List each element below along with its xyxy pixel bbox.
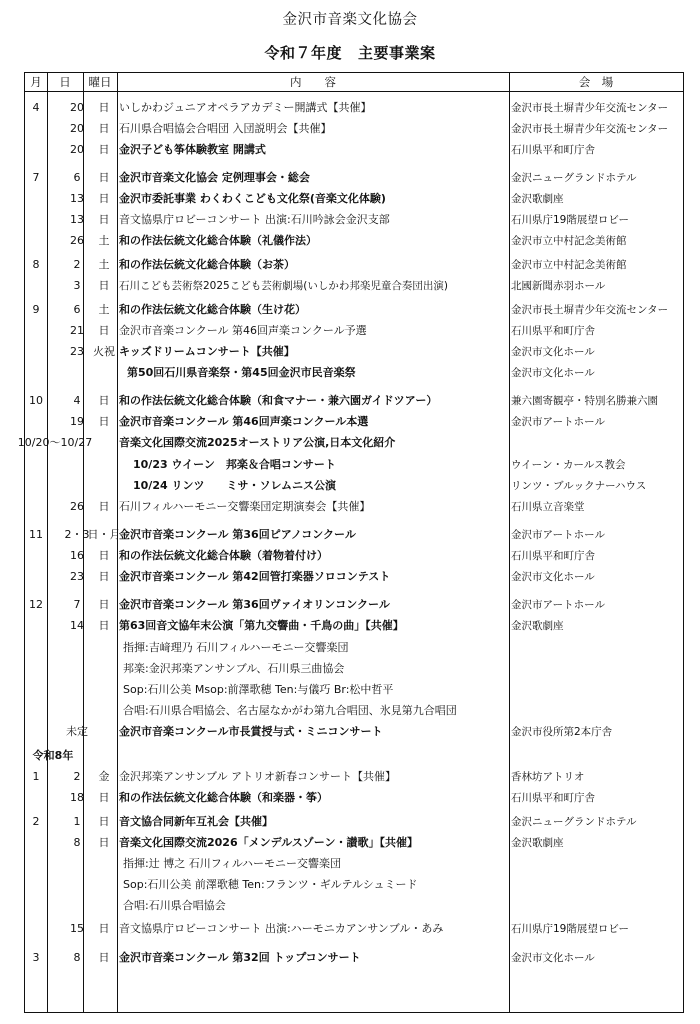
weekday-cell: 日 <box>98 570 110 583</box>
table-row <box>25 189 685 209</box>
content-cell: 石川フィルハーモニー交響楽団定期演奏会【共催】 <box>119 500 371 513</box>
table-row <box>25 919 685 939</box>
weekday-cell: 日 <box>98 619 110 632</box>
day-cell: 20 <box>70 122 84 135</box>
content-cell: 10/24 リンツ ミサ・ソレムニス公演 <box>133 479 337 492</box>
month-cell: 10 <box>29 394 43 407</box>
weekday-cell: 日 <box>98 415 110 428</box>
day-cell: 20 <box>70 143 84 156</box>
content-cell: 金沢市音楽文化協会 定例理事会・総会 <box>119 171 310 184</box>
weekday-cell: 日 <box>98 101 110 114</box>
venue-cell: 金沢歌劇座 <box>511 193 564 205</box>
day-cell: 10/20〜10/27 <box>17 436 93 449</box>
header-month: 月 <box>30 75 42 89</box>
content-cell: 金沢市音楽コンクール 第46回声楽コンクール予選 <box>119 324 367 337</box>
day-cell: 2 <box>73 258 81 271</box>
venue-cell: 金沢市立中村記念美術館 <box>511 259 627 271</box>
day-cell: 1 <box>73 815 81 828</box>
title-main: 主要事業案 <box>358 44 436 62</box>
content-cell: 金沢市音楽コンクール市長賞授与式・ミニコンサート <box>119 725 383 738</box>
day-cell: 8 <box>73 836 81 849</box>
content-cell: 和の作法伝統文化総合体験（生け花） <box>119 303 306 316</box>
table-row <box>25 276 685 296</box>
day-cell: 23 <box>70 345 84 358</box>
weekday-cell: 日 <box>98 122 110 135</box>
venue-cell: 石川県庁19階展望ロビー <box>511 923 629 935</box>
content-cell: 金沢市音楽コンクール 第32回 トップコンサート <box>119 951 361 964</box>
table-row <box>25 659 685 679</box>
day-cell: 21 <box>70 324 84 337</box>
venue-cell: 石川県平和町庁舎 <box>511 550 595 562</box>
table-row <box>25 497 685 517</box>
day-cell: 6 <box>73 171 81 184</box>
weekday-cell: 日 <box>98 171 110 184</box>
content-cell: 金沢市音楽コンクール 第42回管打楽器ソロコンテスト <box>119 570 391 583</box>
venue-cell: 北國新聞赤羽ホール <box>511 280 606 292</box>
month-cell: 7 <box>32 171 40 184</box>
content-cell: 邦楽:金沢邦楽アンサンブル、石川県三曲協会 <box>123 662 345 675</box>
table-row <box>25 412 685 432</box>
venue-cell: 石川県平和町庁舎 <box>511 144 595 156</box>
venue-cell: 金沢歌劇座 <box>511 620 564 632</box>
content-cell: 和の作法伝統文化総合体験（礼儀作法） <box>119 234 317 247</box>
venue-cell: リンツ・ブルックナーハウス <box>511 480 647 492</box>
table-row <box>25 321 685 341</box>
table-row <box>25 210 685 230</box>
venue-cell: 金沢市文化ホール <box>511 346 595 358</box>
content-cell: 和の作法伝統文化総合体験（お茶） <box>119 258 295 271</box>
weekday-cell: 土 <box>98 303 110 316</box>
table-row <box>25 119 685 139</box>
content-cell: Sop:石川公美 Msop:前澤歌穂 Ten:与儀巧 Br:松中哲平 <box>123 683 394 696</box>
weekday-cell: 日 <box>98 598 110 611</box>
table-row <box>25 875 685 895</box>
venue-cell: 金沢市長土塀青少年交流センター <box>511 102 669 114</box>
document-title <box>0 42 700 63</box>
weekday-cell: 日 <box>98 500 110 513</box>
month-cell: 3 <box>32 951 40 964</box>
day-cell: 18 <box>70 791 84 804</box>
content-cell: 合唱:石川県合唱協会 <box>123 899 226 912</box>
venue-cell: 金沢市役所第2本庁舎 <box>511 726 613 738</box>
content-cell: 音文協合同新年互礼会【共催】 <box>119 815 273 828</box>
day-cell: 未定 <box>66 725 88 738</box>
day-cell: 26 <box>70 500 84 513</box>
header-divider <box>25 91 683 92</box>
content-cell: 石川こども芸術祭2025こども芸術劇場(いしかわ邦楽児童合奏団出演) <box>119 280 448 292</box>
content-cell: 石川県合唱協会合唱団 入団説明会【共催】 <box>119 122 332 135</box>
content-cell: 第50回石川県音楽祭・第45回金沢市民音楽祭 <box>127 366 356 379</box>
content-cell: 音文協県庁ロビーコンサート 出演:石川吟詠会金沢支部 <box>119 213 390 226</box>
content-cell: 音楽文化国際交流2026「メンデルスゾーン・讃歌」【共催】 <box>119 836 419 849</box>
table-row <box>25 231 685 251</box>
table-row <box>25 701 685 721</box>
content-cell: 和の作法伝統文化総合体験（和食マナー・兼六園ガイドツアー） <box>119 394 438 407</box>
table-row <box>25 896 685 916</box>
day-cell: 14 <box>70 619 84 632</box>
table-row <box>25 391 685 411</box>
day-cell: 2・3 <box>64 528 90 541</box>
venue-cell: 石川県平和町庁舎 <box>511 325 595 337</box>
header-venue: 会 場 <box>578 75 614 89</box>
month-cell: 12 <box>29 598 43 611</box>
table-row <box>25 854 685 874</box>
table-row <box>25 595 685 615</box>
weekday-cell: 土 <box>98 234 110 247</box>
venue-cell: 兼六園寄観亭・特別名勝兼六園 <box>511 395 658 407</box>
weekday-cell: 日 <box>98 836 110 849</box>
month-cell: 4 <box>32 101 40 114</box>
day-cell: 16 <box>70 549 84 562</box>
venue-cell: 石川県立音楽堂 <box>511 501 585 513</box>
weekday-cell: 火祝 <box>93 345 115 358</box>
table-row <box>25 98 685 118</box>
table-row <box>25 567 685 587</box>
content-cell: 金沢市音楽コンクール 第36回ヴァイオリンコンクール <box>119 598 390 611</box>
weekday-cell: 日 <box>98 192 110 205</box>
content-cell: いしかわジュニアオペラアカデミー開講式【共催】 <box>119 101 372 114</box>
month-cell: 8 <box>32 258 40 271</box>
table-row <box>17 433 685 453</box>
table-row <box>25 680 685 700</box>
schedule-table <box>17 72 684 1013</box>
table-row <box>25 140 685 160</box>
content-cell: 金沢市音楽コンクール 第46回声楽コンクール本選 <box>119 415 369 428</box>
weekday-cell: 日 <box>98 394 110 407</box>
content-cell: 金沢邦楽アンサンブル アトリオ新春コンサート【共催】 <box>119 770 396 783</box>
venue-cell: 金沢市文化ホール <box>511 952 595 964</box>
content-cell: 金沢市委託事業 わくわくこども文化祭(音楽文化体験) <box>119 192 386 205</box>
day-cell: 15 <box>70 922 84 935</box>
venue-cell: ウイーン・カールス教会 <box>511 459 626 471</box>
day-cell: 13 <box>70 213 84 226</box>
table-row <box>25 300 685 320</box>
day-cell: 20 <box>70 101 84 114</box>
day-cell: 13 <box>70 192 84 205</box>
weekday-cell: 日 <box>98 922 110 935</box>
content-cell: 指揮:吉﨑理乃 石川フィルハーモニー交響楽団 <box>123 641 349 654</box>
month-cell: 令和8年 <box>32 749 74 762</box>
table-row <box>25 767 685 787</box>
day-cell: 4 <box>73 394 81 407</box>
day-cell: 23 <box>70 570 84 583</box>
table-row <box>25 525 685 545</box>
content-cell: 指揮:辻 博之 石川フィルハーモニー交響楽団 <box>123 857 342 870</box>
weekday-cell: 日 <box>98 213 110 226</box>
weekday-cell: 日 <box>98 549 110 562</box>
table-row <box>25 833 685 853</box>
weekday-cell: 土 <box>98 258 110 271</box>
weekday-cell: 日 <box>98 143 110 156</box>
content-cell: 金沢子ども筝体験教室 開講式 <box>119 143 266 156</box>
venue-cell: 金沢市文化ホール <box>511 367 595 379</box>
table-row <box>25 342 685 362</box>
table-row <box>25 476 685 496</box>
table-row <box>25 746 685 766</box>
weekday-cell: 日 <box>98 279 110 292</box>
venue-cell: 金沢ニューグランドホテル <box>511 172 637 184</box>
table-row <box>25 168 685 188</box>
table-row <box>25 948 685 968</box>
month-cell: 11 <box>29 528 43 541</box>
weekday-cell: 日 <box>98 951 110 964</box>
table-row <box>25 812 685 832</box>
content-cell: 和の作法伝統文化総合体験（和楽器・筝） <box>119 791 328 804</box>
title-year: 令和７年度 <box>264 44 342 62</box>
venue-cell: 金沢ニューグランドホテル <box>511 816 637 828</box>
content-cell: 和の作法伝統文化総合体験（着物着付け） <box>119 549 328 562</box>
day-cell: 3 <box>73 279 81 292</box>
organization-name: 金沢市音楽文化協会 <box>282 12 418 28</box>
weekday-cell: 金 <box>98 770 110 783</box>
table-row <box>25 616 685 636</box>
table-row <box>25 722 685 742</box>
weekday-cell: 日 <box>98 791 110 804</box>
day-cell: 26 <box>70 234 84 247</box>
table-row <box>25 363 685 383</box>
content-cell: Sop:石川公美 前澤歌穂 Ten:フランツ・ギルテルシュミード <box>123 878 418 891</box>
day-cell: 19 <box>70 415 84 428</box>
content-cell: 10/23 ウイーン 邦楽＆合唱コンサート <box>133 458 336 471</box>
table-row <box>25 788 685 808</box>
venue-cell: 金沢市アートホール <box>511 599 605 611</box>
table-row <box>25 546 685 566</box>
table-row <box>25 638 685 658</box>
header-day: 日 <box>59 75 71 89</box>
venue-cell: 金沢市アートホール <box>511 529 605 541</box>
content-cell: キッズドリームコンサート【共催】 <box>119 345 295 358</box>
weekday-cell: 日 <box>98 324 110 337</box>
venue-cell: 石川県庁19階展望ロビー <box>511 214 629 226</box>
content-cell: 合唱:石川県合唱協会、名古屋なかがわ第九合唱団、氷見第九合唱団 <box>123 704 457 717</box>
venue-cell: 金沢市アートホール <box>511 416 605 428</box>
day-cell: 2 <box>73 770 81 783</box>
header-weekday: 曜日 <box>88 75 112 89</box>
venue-cell: 金沢市文化ホール <box>511 571 595 583</box>
venue-cell: 金沢市立中村記念美術館 <box>511 235 627 247</box>
table-row <box>25 255 685 275</box>
header-content: 内 容 <box>290 75 336 89</box>
day-cell: 8 <box>73 951 81 964</box>
day-cell: 6 <box>73 303 81 316</box>
weekday-cell: 日 <box>98 815 110 828</box>
table-row <box>25 455 685 475</box>
content-cell: 金沢市音楽コンクール 第36回ピアノコンクール <box>119 528 356 541</box>
venue-cell: 金沢市長土塀青少年交流センター <box>511 304 669 316</box>
content-cell: 第63回音文協年末公演「第九交響曲・千鳥の曲」【共催】 <box>119 619 404 632</box>
venue-cell: 金沢歌劇座 <box>511 837 564 849</box>
day-cell: 7 <box>73 598 81 611</box>
weekday-cell: 日・月 <box>87 528 121 541</box>
venue-cell: 金沢市長土塀青少年交流センター <box>511 123 669 135</box>
content-cell: 音楽文化国際交流2025オーストリア公演,日本文化紹介 <box>119 436 396 449</box>
content-cell: 音文協県庁ロビーコンサート 出演:ハーモニカアンサンブル・あみ <box>119 922 444 935</box>
venue-cell: 石川県平和町庁舎 <box>511 792 595 804</box>
month-cell: 2 <box>32 815 40 828</box>
month-cell: 9 <box>32 303 40 316</box>
venue-cell: 香林坊アトリオ <box>511 771 585 783</box>
month-cell: 1 <box>32 770 40 783</box>
